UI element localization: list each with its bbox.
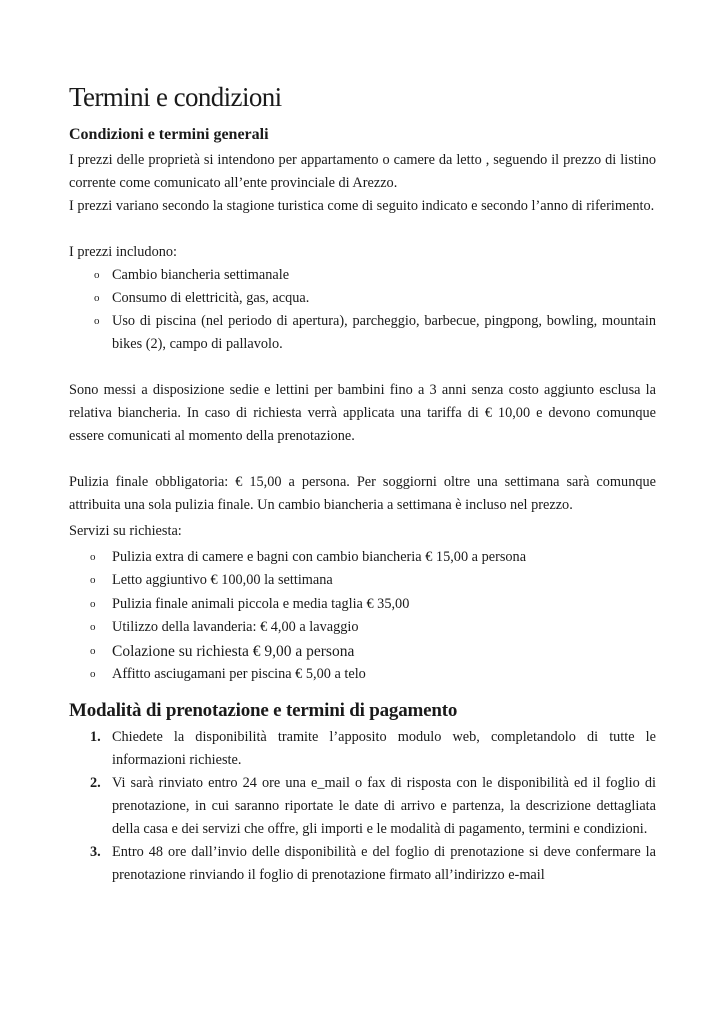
list-item-text: Cambio biancheria settimanale [112, 267, 290, 283]
step-number: 3. [90, 844, 101, 861]
list-item [69, 546, 656, 569]
list-item [69, 640, 656, 663]
list-item [69, 616, 656, 639]
paragraph-final-cleaning: Pulizia finale obbligatoria: € 15,00 a persona. Per soggiorni oltre una settimana sarà comunque attribuita una sola pulizia finale. Un cambio biancheria a settimana è incluso nel prezzo. [69, 474, 656, 513]
list-item-text: Entro 48 ore dall’invio delle disponibilità e del foglio di prenotazione si deve confermare la prenotazione rinviando il foglio di prenotazione firmato all’indirizzo e-mail [112, 844, 656, 884]
list-item-text: Vi sarà rinviato entro 24 ore una e_mail o fax di risposta con le disponibilità ed il foglio di prenotazione, in cui saranno riportate le date di arrivo e partenza, la descrizione dettagliata della casa e dei servizi che offre, gli importi e le modalità di pagamento, termini e condizioni. [112, 775, 656, 838]
list-item [69, 726, 656, 772]
list-item [69, 772, 656, 841]
includes-label: I prezzi includono: [69, 244, 177, 260]
bullet-marker: o [90, 668, 96, 681]
bullet-marker: o [94, 269, 100, 281]
list-item-text: Utilizzo della lavanderia: € 4,00 a lavaggio [112, 619, 359, 636]
bullet-marker: o [90, 574, 96, 587]
bullet-marker: o [94, 315, 100, 327]
step-number: 2. [90, 775, 101, 792]
list-item [69, 264, 656, 287]
includes-list [69, 264, 656, 356]
page-title: Termini e condizioni [69, 82, 282, 112]
list-item-text: Consumo di elettricità, gas, acqua. [112, 290, 310, 306]
list-item-text: Pulizia extra di camere e bagni con cambio biancheria € 15,00 a persona [112, 549, 527, 565]
list-item-text: Uso di piscina (nel periodo di apertura), parcheggio, barbecue, pingpong, bowling, mountain bikes (2), campo di pallavolo. [112, 313, 656, 352]
services-label: Servizi su richiesta: [69, 523, 182, 539]
section-heading-general: Condizioni e termini generali [69, 126, 269, 143]
list-item [69, 841, 656, 887]
list-item [69, 310, 656, 356]
section-heading-booking: Modalità di prenotazione e termini di pagamento [69, 700, 458, 722]
services-list [69, 546, 656, 686]
list-item [69, 593, 656, 616]
booking-steps-list [69, 726, 656, 887]
bullet-marker: o [90, 621, 96, 634]
list-item [69, 663, 656, 686]
list-item-text: Letto aggiuntivo € 100,00 la settimana [112, 572, 333, 589]
bullet-marker: o [90, 597, 96, 610]
bullet-marker: o [90, 644, 96, 657]
list-item [69, 569, 656, 592]
list-item-text: Chiedete la disponibilità tramite l’apposito modulo web, completandolo di tutte le informazioni richieste. [112, 729, 656, 769]
list-item-text: Pulizia finale animali piccola e media taglia € 35,00 [112, 595, 410, 612]
paragraph-prices-season: I prezzi variano secondo la stagione turistica come di seguito indicato e secondo l’anno di riferimento. [69, 198, 655, 214]
paragraph-children-beds: Sono messi a disposizione sedie e lettini per bambini fino a 3 anni senza costo aggiunto esclusa la relativa biancheria. In caso di richiesta verrà applicata una tariffa di € 10,00 e devono comunque essere comunicati al momento della prenotazione. [69, 382, 656, 444]
list-item [69, 287, 656, 310]
bullet-marker: o [94, 292, 100, 304]
bullet-marker: o [90, 551, 96, 563]
paragraph-prices-listino: I prezzi delle proprietà si intendono per appartamento o camere da letto , seguendo il prezzo di listino corrente come comunicato all’ente provinciale di Arezzo. [69, 152, 656, 191]
list-item-text: Colazione su richiesta € 9,00 a persona [112, 642, 355, 660]
step-number: 1. [90, 729, 101, 746]
document-body [69, 124, 656, 887]
list-item-text: Affitto asciugamani per piscina € 5,00 a telo [112, 666, 366, 683]
